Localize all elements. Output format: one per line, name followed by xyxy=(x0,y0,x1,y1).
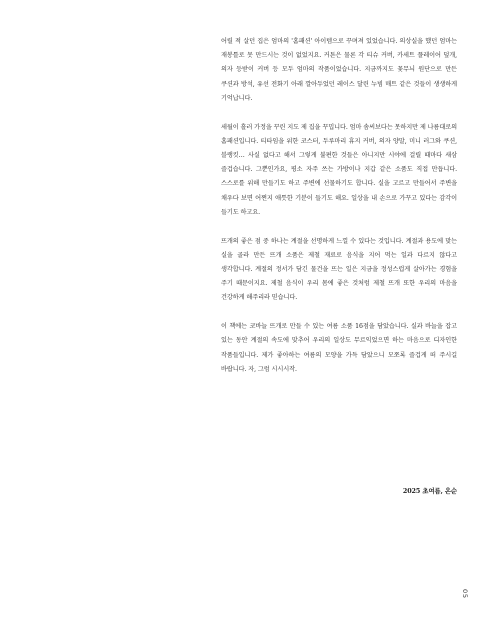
author-signature: 2025 초여름, 온순 xyxy=(402,487,457,495)
paragraph-3: 뜨개의 좋은 점 중 하나는 계절을 선명하게 느낄 수 있다는 것입니다. 계절과 용도에 맞는 실을 골라 만든 뜨개 소품은 제철 재료로 음식을 지어 먹는 일과 다르지 않다고 생각합니다. 계절의 정서가 담긴 물건을 뜨는 일은 지금을 정성스럽게 살아가는 경험을 주기 때문이지요. 제철 음식이 우리 몸에 좋은 것처럼 제철 뜨개 또한 우리의 마음을 건강하게 해주리라 믿습니다. xyxy=(221,237,457,302)
paragraph-1: 어릴 적 살던 집은 엄마의 '홈패션' 아이템으로 꾸며져 있었습니다. 의상실을 했던 엄마는 재봉틀로 못 만드시는 것이 없었지요. 커튼은 물론 각 티슈 커버, 카세트 플레이어 덮개, 의자 등받이 커버 등 모두 엄마의 작품이었습니다. 지금까지도 꽃무늬 원단으로 만든 쿠션과 방석, 유선 전화기 아래 깔아두었던 레이스 달린 누빔 매트 같은 것들이 생생하게 기억납니다. xyxy=(221,38,457,102)
body-text xyxy=(221,35,457,377)
paragraph-2: 세월이 흘러 가정을 꾸린 지도 제 집을 꾸밉니다. 엄마 솜씨보다는 못하지만 제 나름대로의 홈패션입니다. 티타임을 위한 코스터, 두루마리 휴지 커버, 의자 양말, 미니 러그와 쿠션, 블랭킷… 사실 없다고 해서 그렇게 불편한 것들은 아니지만 시야에 걸릴 때마다 새삼 즐겁습니다. 그뿐인가요, 평소 자주 쓰는 가방이나 지갑 같은 소품도 직접 만듭니다. 스스로를 위해 만들기도 하고 주변에 선물하기도 합니다. 실을 고르고 만들어서 주변을 채우다 보면 어쩐지 애틋한 기분이 들기도 해요. 일상을 내 손으로 가꾸고 있다는 감각이 들기도 하고요. xyxy=(221,123,457,216)
page-number: 05 xyxy=(461,589,469,599)
paragraph-4: 이 책에는 코바늘 뜨개로 만들 수 있는 여름 소품 16점을 담았습니다. 실과 바늘을 잡고 있는 동안 계절의 속도에 맞추어 우리의 일상도 무르익었으면 하는 마음으로 디자인한 작품들입니다. 제가 좋아하는 여름의 모양을 가득 담았으니 모쪼록 즐겁게 떠 주시길 바랍니다. 자, 그럼 시시시작. xyxy=(221,323,457,373)
